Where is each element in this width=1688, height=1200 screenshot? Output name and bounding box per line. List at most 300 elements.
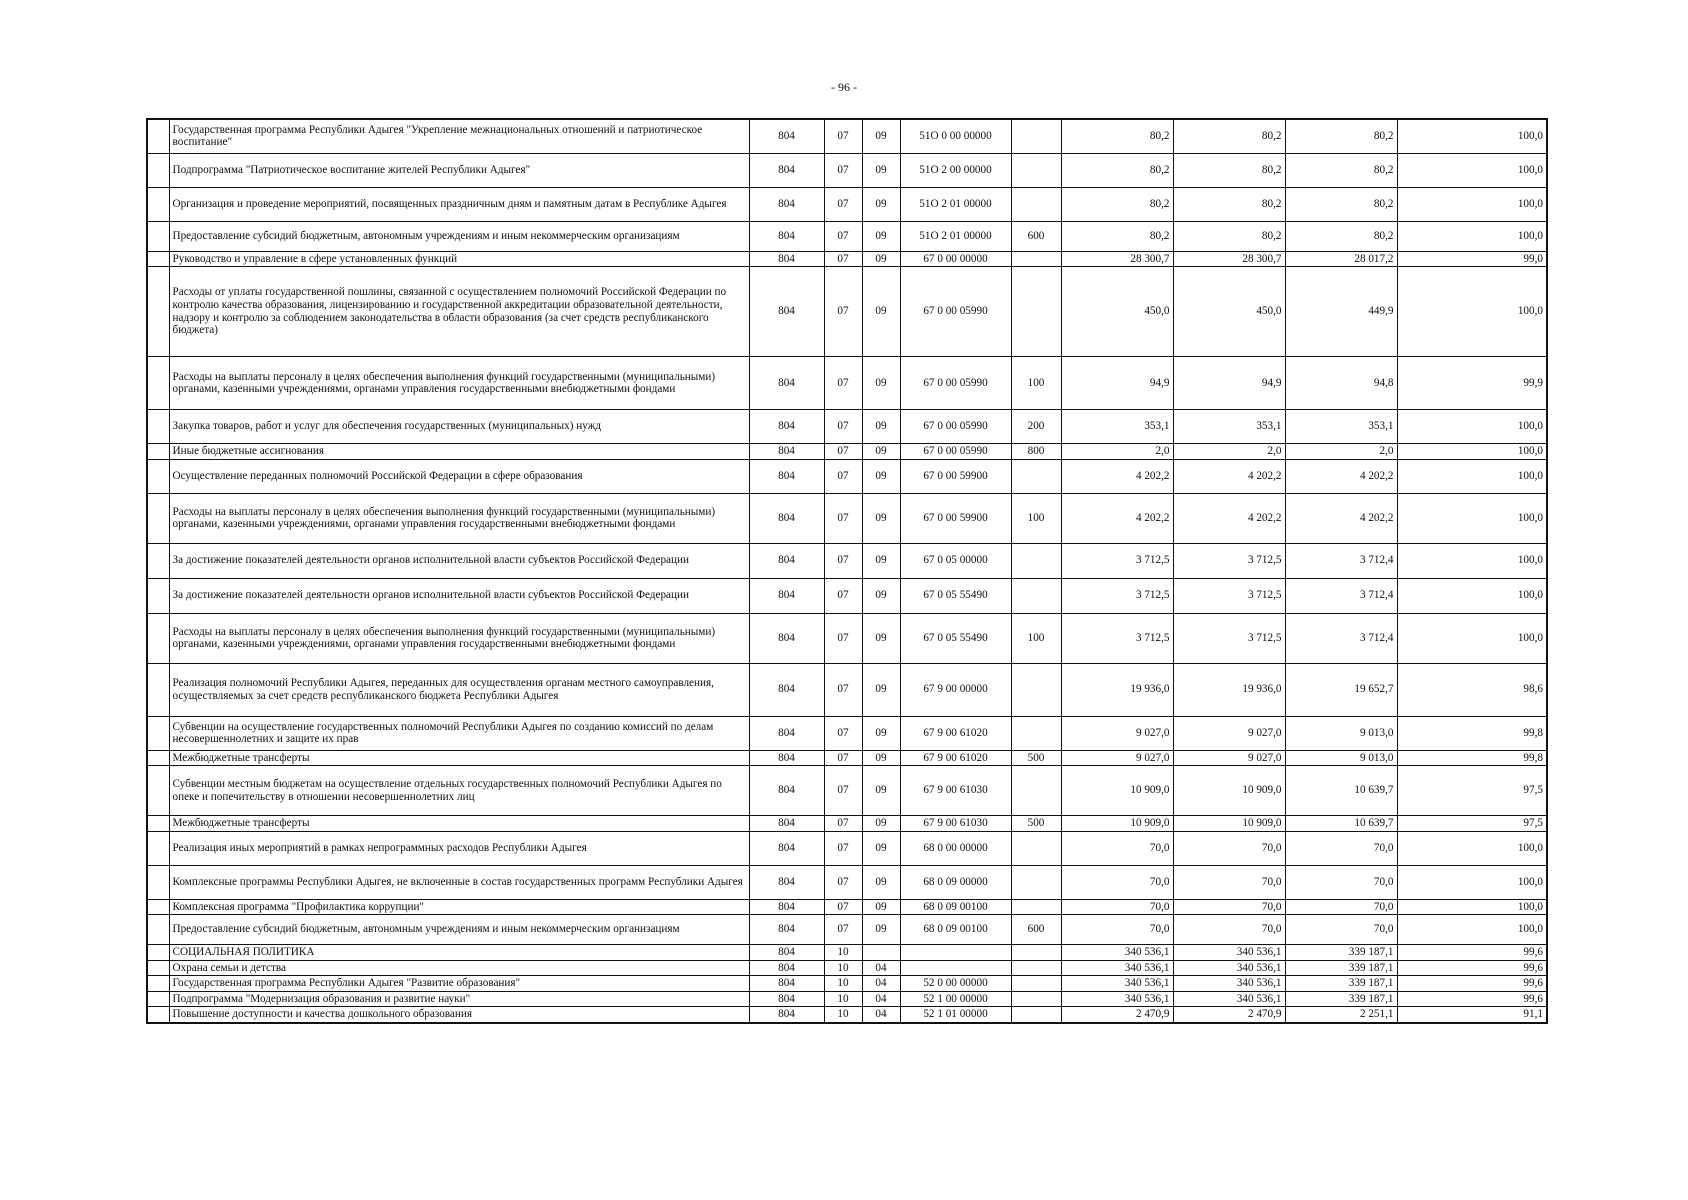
row-percent: 91,1 [1397,1007,1547,1023]
table-row [147,865,1547,899]
row-subsection-code: 09 [862,750,900,766]
row-target-article-code: 67 9 00 61020 [900,716,1011,750]
row-gutter [147,153,169,187]
row-expense-type-code [1011,663,1061,716]
table-row [147,766,1547,816]
row-subsection-code: 09 [862,459,900,493]
row-ved-code: 804 [749,267,824,357]
row-ved-code: 804 [749,357,824,410]
table-row [147,1007,1547,1023]
row-percent: 97,5 [1397,816,1547,832]
row-section-code: 07 [824,766,862,816]
row-amount-2: 9 027,0 [1173,750,1285,766]
row-amount-1: 70,0 [1061,899,1173,915]
row-amount-2: 80,2 [1173,221,1285,251]
row-amount-3: 70,0 [1285,899,1397,915]
row-gutter [147,221,169,251]
row-subsection-code [862,945,900,961]
row-ved-code: 804 [749,915,824,945]
row-subsection-code: 09 [862,221,900,251]
row-section-code: 07 [824,865,862,899]
row-expense-type-code [1011,251,1061,267]
table-row [147,543,1547,578]
row-amount-1: 70,0 [1061,831,1173,865]
row-section-code: 10 [824,960,862,976]
row-name: Реализация полномочий Республики Адыгея, переданных для осуществления органам местного самоуправления, осуществляемых за счет средств республиканского бюджета Республики Адыгея [169,663,749,716]
row-ved-code: 804 [749,613,824,663]
table-row [147,187,1547,221]
row-target-article-code: 67 0 00 05990 [900,410,1011,444]
row-amount-3: 339 187,1 [1285,991,1397,1007]
row-target-article-code: 67 9 00 61030 [900,816,1011,832]
row-name: Расходы на выплаты персоналу в целях обеспечения выполнения функций государственными (муниципальными) органами, казенными учреждениями, органами управления государственными внебюджетными фондами [169,613,749,663]
row-gutter [147,410,169,444]
row-expense-type-code: 800 [1011,444,1061,460]
row-section-code: 07 [824,831,862,865]
row-gutter [147,187,169,221]
row-expense-type-code [1011,960,1061,976]
row-amount-1: 80,2 [1061,221,1173,251]
row-target-article-code: 52 1 00 00000 [900,991,1011,1007]
row-target-article-code: 67 0 05 55490 [900,613,1011,663]
row-target-article-code: 68 0 00 00000 [900,831,1011,865]
row-amount-2: 3 712,5 [1173,613,1285,663]
row-percent: 100,0 [1397,543,1547,578]
row-amount-3: 2 251,1 [1285,1007,1397,1023]
row-amount-2: 9 027,0 [1173,716,1285,750]
table-row [147,945,1547,961]
row-amount-3: 4 202,2 [1285,493,1397,543]
row-name: За достижение показателей деятельности органов исполнительной власти субъектов Российской Федерации [169,578,749,613]
row-amount-1: 94,9 [1061,357,1173,410]
row-name: Субвенции местным бюджетам на осуществление отдельных государственных полномочий Республики Адыгея по опеке и попечительству в отношении несовершеннолетних лиц [169,766,749,816]
row-amount-3: 9 013,0 [1285,750,1397,766]
row-amount-1: 3 712,5 [1061,578,1173,613]
row-expense-type-code [1011,991,1061,1007]
row-gutter [147,357,169,410]
row-section-code: 07 [824,493,862,543]
row-amount-2: 10 909,0 [1173,766,1285,816]
row-ved-code: 804 [749,251,824,267]
row-percent: 99,8 [1397,716,1547,750]
row-name: Реализация иных мероприятий в рамках непрограммных расходов Республики Адыгея [169,831,749,865]
row-subsection-code: 09 [862,251,900,267]
row-target-article-code: 67 9 00 61030 [900,766,1011,816]
row-percent: 100,0 [1397,153,1547,187]
row-amount-2: 70,0 [1173,865,1285,899]
row-gutter [147,750,169,766]
row-gutter [147,251,169,267]
row-amount-2: 19 936,0 [1173,663,1285,716]
row-name: За достижение показателей деятельности органов исполнительной власти субъектов Российской Федерации [169,543,749,578]
table-row [147,991,1547,1007]
row-amount-1: 80,2 [1061,119,1173,153]
row-ved-code: 804 [749,960,824,976]
row-amount-1: 10 909,0 [1061,816,1173,832]
row-section-code: 07 [824,459,862,493]
row-target-article-code: 68 0 09 00000 [900,865,1011,899]
row-expense-type-code: 100 [1011,357,1061,410]
table-row [147,976,1547,992]
table-row [147,119,1547,153]
row-amount-1: 80,2 [1061,153,1173,187]
row-percent: 100,0 [1397,899,1547,915]
row-target-article-code: 67 0 00 05990 [900,444,1011,460]
row-percent: 100,0 [1397,831,1547,865]
row-amount-3: 353,1 [1285,410,1397,444]
row-section-code: 07 [824,663,862,716]
row-amount-2: 28 300,7 [1173,251,1285,267]
row-percent: 100,0 [1397,493,1547,543]
row-target-article-code: 67 0 00 00000 [900,251,1011,267]
row-section-code: 07 [824,543,862,578]
row-name: Организация и проведение мероприятий, посвященных праздничным дням и памятным датам в Республике Адыгея [169,187,749,221]
row-gutter [147,493,169,543]
row-amount-3: 80,2 [1285,153,1397,187]
row-percent: 100,0 [1397,915,1547,945]
row-percent: 100,0 [1397,221,1547,251]
row-expense-type-code: 600 [1011,915,1061,945]
row-name: Расходы на выплаты персоналу в целях обеспечения выполнения функций государственными (муниципальными) органами, казенными учреждениями, органами управления государственными внебюджетными фондами [169,493,749,543]
row-percent: 99,6 [1397,991,1547,1007]
budget-table [146,118,1548,1024]
row-ved-code: 804 [749,991,824,1007]
row-amount-3: 339 187,1 [1285,960,1397,976]
row-subsection-code: 09 [862,493,900,543]
table-row [147,915,1547,945]
row-expense-type-code [1011,578,1061,613]
row-amount-1: 3 712,5 [1061,613,1173,663]
row-amount-1: 9 027,0 [1061,750,1173,766]
row-gutter [147,716,169,750]
table-row [147,221,1547,251]
table-body [147,119,1547,1023]
row-amount-2: 80,2 [1173,119,1285,153]
row-amount-2: 10 909,0 [1173,816,1285,832]
row-percent: 99,6 [1397,976,1547,992]
page-number: - 96 - [831,80,857,94]
table-row [147,816,1547,832]
row-target-article-code: 68 0 09 00100 [900,899,1011,915]
row-amount-1: 9 027,0 [1061,716,1173,750]
row-target-article-code [900,945,1011,961]
row-amount-1: 3 712,5 [1061,543,1173,578]
row-subsection-code: 09 [862,153,900,187]
row-section-code: 10 [824,945,862,961]
row-expense-type-code: 100 [1011,613,1061,663]
row-amount-3: 70,0 [1285,831,1397,865]
row-expense-type-code [1011,153,1061,187]
row-ved-code: 804 [749,444,824,460]
row-amount-3: 70,0 [1285,865,1397,899]
table-row [147,410,1547,444]
table-row [147,750,1547,766]
table-row [147,613,1547,663]
row-ved-code: 804 [749,493,824,543]
row-percent: 99,6 [1397,960,1547,976]
row-percent: 98,6 [1397,663,1547,716]
row-name: Межбюджетные трансферты [169,750,749,766]
row-target-article-code: 67 0 05 00000 [900,543,1011,578]
row-name: Руководство и управление в сфере установленных функций [169,251,749,267]
row-name: Подпрограмма "Модернизация образования и развитие науки" [169,991,749,1007]
row-target-article-code: 67 0 00 05990 [900,267,1011,357]
row-target-article-code: 51О 2 01 00000 [900,187,1011,221]
row-gutter [147,543,169,578]
row-name: Подпрограмма "Патриотическое воспитание жителей Республики Адыгея" [169,153,749,187]
row-subsection-code: 09 [862,267,900,357]
row-amount-2: 4 202,2 [1173,459,1285,493]
table-row [147,899,1547,915]
row-amount-3: 80,2 [1285,221,1397,251]
row-name: Межбюджетные трансферты [169,816,749,832]
row-ved-code: 804 [749,976,824,992]
row-ved-code: 804 [749,1007,824,1023]
row-amount-1: 19 936,0 [1061,663,1173,716]
row-section-code: 07 [824,716,862,750]
row-target-article-code: 67 9 00 61020 [900,750,1011,766]
row-section-code: 07 [824,410,862,444]
row-target-article-code: 51О 0 00 00000 [900,119,1011,153]
row-name: Закупка товаров, работ и услуг для обеспечения государственных (муниципальных) нужд [169,410,749,444]
row-expense-type-code [1011,267,1061,357]
row-gutter [147,444,169,460]
row-amount-3: 10 639,7 [1285,766,1397,816]
table-row [147,444,1547,460]
row-amount-2: 340 536,1 [1173,945,1285,961]
table-row [147,716,1547,750]
row-percent: 99,6 [1397,945,1547,961]
row-percent: 100,0 [1397,267,1547,357]
row-target-article-code: 51О 2 00 00000 [900,153,1011,187]
row-amount-2: 4 202,2 [1173,493,1285,543]
row-amount-3: 94,8 [1285,357,1397,410]
row-amount-1: 80,2 [1061,187,1173,221]
row-section-code: 07 [824,153,862,187]
row-gutter [147,119,169,153]
row-gutter [147,459,169,493]
row-amount-1: 450,0 [1061,267,1173,357]
table-row [147,267,1547,357]
row-subsection-code: 09 [862,444,900,460]
row-ved-code: 804 [749,221,824,251]
row-amount-1: 340 536,1 [1061,960,1173,976]
row-amount-2: 70,0 [1173,899,1285,915]
row-ved-code: 804 [749,716,824,750]
row-amount-1: 2,0 [1061,444,1173,460]
row-amount-3: 70,0 [1285,915,1397,945]
row-subsection-code: 04 [862,1007,900,1023]
row-section-code: 07 [824,221,862,251]
row-section-code: 07 [824,578,862,613]
row-expense-type-code [1011,865,1061,899]
row-amount-3: 4 202,2 [1285,459,1397,493]
row-subsection-code: 09 [862,543,900,578]
row-expense-type-code: 600 [1011,221,1061,251]
row-gutter [147,1007,169,1023]
row-amount-2: 70,0 [1173,915,1285,945]
row-expense-type-code [1011,831,1061,865]
row-subsection-code: 09 [862,899,900,915]
row-amount-3: 80,2 [1285,187,1397,221]
row-expense-type-code [1011,945,1061,961]
budget-sheet [146,118,1548,1024]
row-percent: 100,0 [1397,613,1547,663]
table-row [147,251,1547,267]
row-amount-3: 449,9 [1285,267,1397,357]
row-amount-2: 340 536,1 [1173,960,1285,976]
row-section-code: 07 [824,750,862,766]
row-section-code: 07 [824,915,862,945]
row-percent: 99,9 [1397,357,1547,410]
row-gutter [147,578,169,613]
row-gutter [147,865,169,899]
row-name: Повышение доступности и качества дошкольного образования [169,1007,749,1023]
row-subsection-code: 04 [862,960,900,976]
row-gutter [147,976,169,992]
row-amount-2: 3 712,5 [1173,543,1285,578]
row-name: Государственная программа Республики Адыгея "Укрепление межнациональных отношений и патриотическое воспитание" [169,119,749,153]
row-name: Комплексная программа "Профилактика коррупции" [169,899,749,915]
row-expense-type-code [1011,543,1061,578]
table-row [147,153,1547,187]
row-section-code: 07 [824,899,862,915]
row-gutter [147,663,169,716]
row-section-code: 07 [824,613,862,663]
row-name: Комплексные программы Республики Адыгея, не включенные в состав государственных программ Республики Адыгея [169,865,749,899]
row-section-code: 07 [824,267,862,357]
row-section-code: 07 [824,357,862,410]
row-ved-code: 804 [749,750,824,766]
row-subsection-code: 09 [862,613,900,663]
row-gutter [147,915,169,945]
table-row [147,357,1547,410]
row-amount-1: 70,0 [1061,865,1173,899]
row-expense-type-code [1011,716,1061,750]
row-gutter [147,267,169,357]
row-ved-code: 804 [749,459,824,493]
row-subsection-code: 09 [862,663,900,716]
row-amount-3: 2,0 [1285,444,1397,460]
row-gutter [147,991,169,1007]
row-amount-1: 28 300,7 [1061,251,1173,267]
row-amount-1: 4 202,2 [1061,459,1173,493]
table-row [147,459,1547,493]
row-amount-2: 3 712,5 [1173,578,1285,613]
row-amount-3: 80,2 [1285,119,1397,153]
row-ved-code: 804 [749,945,824,961]
row-name: Расходы от уплаты государственной пошлины, связанной с осуществлением полномочий Российской Федерации по контролю качества образования, лицензированию и государственной аккредитации образовательной деятельности, надзору и контролю за соблюдением законодательства в области образования (за счет средств республиканского бюджета) [169,267,749,357]
row-percent: 100,0 [1397,119,1547,153]
row-amount-3: 28 017,2 [1285,251,1397,267]
row-amount-2: 94,9 [1173,357,1285,410]
row-percent: 100,0 [1397,444,1547,460]
row-subsection-code: 04 [862,991,900,1007]
row-target-article-code [900,960,1011,976]
table-row [147,663,1547,716]
row-subsection-code: 09 [862,831,900,865]
row-gutter [147,899,169,915]
row-name: Предоставление субсидий бюджетным, автономным учреждениям и иным некоммерческим организациям [169,221,749,251]
row-amount-1: 340 536,1 [1061,976,1173,992]
row-ved-code: 804 [749,119,824,153]
row-ved-code: 804 [749,831,824,865]
row-subsection-code: 09 [862,716,900,750]
row-percent: 100,0 [1397,578,1547,613]
table-row [147,578,1547,613]
row-target-article-code: 52 1 01 00000 [900,1007,1011,1023]
row-amount-3: 10 639,7 [1285,816,1397,832]
row-percent: 99,8 [1397,750,1547,766]
row-gutter [147,831,169,865]
row-gutter [147,960,169,976]
row-amount-2: 340 536,1 [1173,991,1285,1007]
row-amount-2: 340 536,1 [1173,976,1285,992]
row-expense-type-code [1011,459,1061,493]
row-amount-1: 2 470,9 [1061,1007,1173,1023]
row-percent: 99,0 [1397,251,1547,267]
table-row [147,960,1547,976]
row-subsection-code: 09 [862,578,900,613]
row-ved-code: 804 [749,578,824,613]
row-section-code: 07 [824,187,862,221]
row-amount-1: 70,0 [1061,915,1173,945]
row-amount-1: 340 536,1 [1061,945,1173,961]
row-subsection-code: 09 [862,357,900,410]
row-ved-code: 804 [749,663,824,716]
row-amount-3: 3 712,4 [1285,543,1397,578]
row-expense-type-code [1011,899,1061,915]
row-ved-code: 804 [749,899,824,915]
row-amount-2: 353,1 [1173,410,1285,444]
row-target-article-code: 52 0 00 00000 [900,976,1011,992]
row-name: СОЦИАЛЬНАЯ ПОЛИТИКА [169,945,749,961]
row-target-article-code: 67 9 00 00000 [900,663,1011,716]
row-amount-1: 353,1 [1061,410,1173,444]
row-ved-code: 804 [749,543,824,578]
row-target-article-code: 67 0 00 05990 [900,357,1011,410]
row-amount-3: 3 712,4 [1285,613,1397,663]
row-expense-type-code: 200 [1011,410,1061,444]
row-percent: 100,0 [1397,865,1547,899]
row-expense-type-code [1011,187,1061,221]
row-ved-code: 804 [749,766,824,816]
row-name: Субвенции на осуществление государственных полномочий Республики Адыгея по созданию комиссий по делам несовершеннолетних и защите их прав [169,716,749,750]
row-expense-type-code [1011,766,1061,816]
row-amount-3: 339 187,1 [1285,976,1397,992]
row-section-code: 07 [824,444,862,460]
row-subsection-code: 04 [862,976,900,992]
row-section-code: 07 [824,119,862,153]
row-amount-1: 340 536,1 [1061,991,1173,1007]
row-name: Предоставление субсидий бюджетным, автономным учреждениям и иным некоммерческим организациям [169,915,749,945]
row-gutter [147,766,169,816]
row-ved-code: 804 [749,865,824,899]
row-ved-code: 804 [749,816,824,832]
row-ved-code: 804 [749,153,824,187]
row-gutter [147,816,169,832]
row-expense-type-code [1011,976,1061,992]
row-subsection-code: 09 [862,816,900,832]
row-section-code: 07 [824,816,862,832]
row-name: Охрана семьи и детства [169,960,749,976]
row-target-article-code: 68 0 09 00100 [900,915,1011,945]
row-section-code: 10 [824,1007,862,1023]
row-ved-code: 804 [749,410,824,444]
row-percent: 100,0 [1397,410,1547,444]
row-gutter [147,945,169,961]
row-subsection-code: 09 [862,119,900,153]
